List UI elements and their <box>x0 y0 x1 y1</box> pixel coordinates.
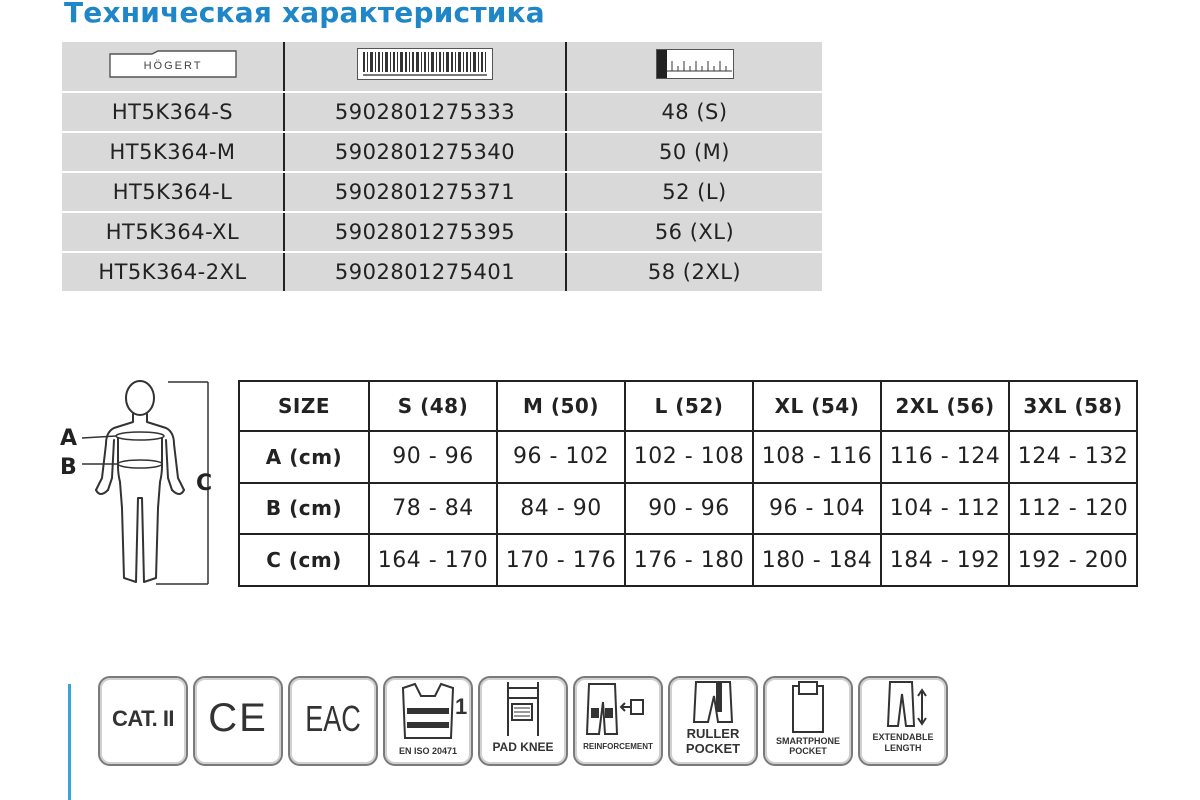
en-class-label: 1 <box>455 694 468 719</box>
smartphone-pocket-badge <box>763 676 853 766</box>
product-code: HT5K364-S <box>62 92 284 132</box>
reinforcement-badge <box>573 676 663 766</box>
size-cell: 96 - 104 <box>753 483 881 535</box>
size-cell: 108 - 116 <box>753 431 881 483</box>
label-c: C <box>196 471 213 496</box>
smartphone-label-2: POCKET <box>789 746 827 756</box>
ce-label: CE <box>208 696 268 740</box>
label-a: A <box>60 426 78 451</box>
page-title: Техническая характеристика <box>64 0 545 29</box>
size-cell: 78 - 84 <box>369 483 497 535</box>
size-table <box>238 380 1138 587</box>
product-row <box>62 172 822 212</box>
product-ean: 5902801275333 <box>284 92 566 132</box>
body-measurement-figure <box>56 378 224 590</box>
size-cell: 84 - 90 <box>497 483 625 535</box>
product-code: HT5K364-2XL <box>62 252 284 292</box>
cat-label: CAT. II <box>111 706 175 731</box>
row-label: A (cm) <box>239 431 369 483</box>
size-header: SIZE <box>239 381 369 431</box>
ruller-label-1: RULLER <box>686 726 740 741</box>
product-size: 56 (XL) <box>566 212 822 252</box>
row-label: B (cm) <box>239 483 369 535</box>
extendable-label-1: EXTENDABLE <box>872 732 934 742</box>
size-cell: 102 - 108 <box>625 431 753 483</box>
size-cell: 116 - 124 <box>881 431 1009 483</box>
product-size: 48 (S) <box>566 92 822 132</box>
reinforcement-label: REINFORCEMENT <box>583 742 653 751</box>
product-code: HT5K364-L <box>62 172 284 212</box>
product-table <box>62 42 822 293</box>
product-size: 52 (L) <box>566 172 822 212</box>
brand-header-cell <box>62 42 284 92</box>
product-row <box>62 92 822 132</box>
row-label: C (cm) <box>239 534 369 586</box>
size-table-row <box>239 483 1137 535</box>
product-ean: 5902801275371 <box>284 172 566 212</box>
product-ean: 5902801275395 <box>284 212 566 252</box>
size-header: L (52) <box>625 381 753 431</box>
pad-knee-label: PAD KNEE <box>492 740 554 754</box>
eac-badge <box>288 676 378 766</box>
extendable-label-2: LENGTH <box>884 743 922 753</box>
size-cell: 180 - 184 <box>753 534 881 586</box>
en-iso-20471-badge <box>383 676 473 766</box>
size-cell: 90 - 96 <box>369 431 497 483</box>
ruller-pocket-badge <box>668 676 758 766</box>
product-code: HT5K364-XL <box>62 212 284 252</box>
size-header: XL (54) <box>753 381 881 431</box>
product-size: 50 (M) <box>566 132 822 172</box>
barcode-header-cell <box>284 42 566 92</box>
size-cell: 96 - 102 <box>497 431 625 483</box>
en-standard-label: EN ISO 20471 <box>398 746 458 756</box>
size-table-row <box>239 431 1137 483</box>
size-cell: 170 - 176 <box>497 534 625 586</box>
size-cell: 104 - 112 <box>881 483 1009 535</box>
size-cell: 192 - 200 <box>1009 534 1137 586</box>
pad-knee-badge <box>478 676 568 766</box>
cat-ii-badge <box>98 676 188 766</box>
product-size: 58 (2XL) <box>566 252 822 292</box>
ce-badge <box>193 676 283 766</box>
brand-logo-icon <box>108 50 238 83</box>
product-row <box>62 132 822 172</box>
size-cell: 90 - 96 <box>625 483 753 535</box>
accent-divider <box>68 684 71 800</box>
barcode-icon <box>357 48 493 85</box>
size-cell: 164 - 170 <box>369 534 497 586</box>
ruler-icon <box>656 49 734 84</box>
size-table-header <box>239 381 1137 431</box>
extendable-length-badge <box>858 676 948 766</box>
brand-logo-text: HÖGERT <box>143 60 202 72</box>
product-code: HT5K364-M <box>62 132 284 172</box>
size-cell: 124 - 132 <box>1009 431 1137 483</box>
ruller-label-2: POCKET <box>685 741 741 756</box>
product-table-header <box>62 42 822 92</box>
product-ean: 5902801275401 <box>284 252 566 292</box>
size-header: 3XL (58) <box>1009 381 1137 431</box>
size-header-cell <box>566 42 822 92</box>
size-cell: 176 - 180 <box>625 534 753 586</box>
size-table-row <box>239 534 1137 586</box>
eac-label: EAC <box>305 698 361 739</box>
size-cell: 112 - 120 <box>1009 483 1137 535</box>
smartphone-label-1: SMARTPHONE <box>775 736 840 746</box>
reinforcement-icon <box>575 678 661 764</box>
product-ean: 5902801275340 <box>284 132 566 172</box>
size-header: M (50) <box>497 381 625 431</box>
size-cell: 184 - 192 <box>881 534 1009 586</box>
product-row <box>62 252 822 292</box>
size-header: S (48) <box>369 381 497 431</box>
size-header: 2XL (56) <box>881 381 1009 431</box>
label-b: B <box>60 455 77 480</box>
product-row <box>62 212 822 252</box>
